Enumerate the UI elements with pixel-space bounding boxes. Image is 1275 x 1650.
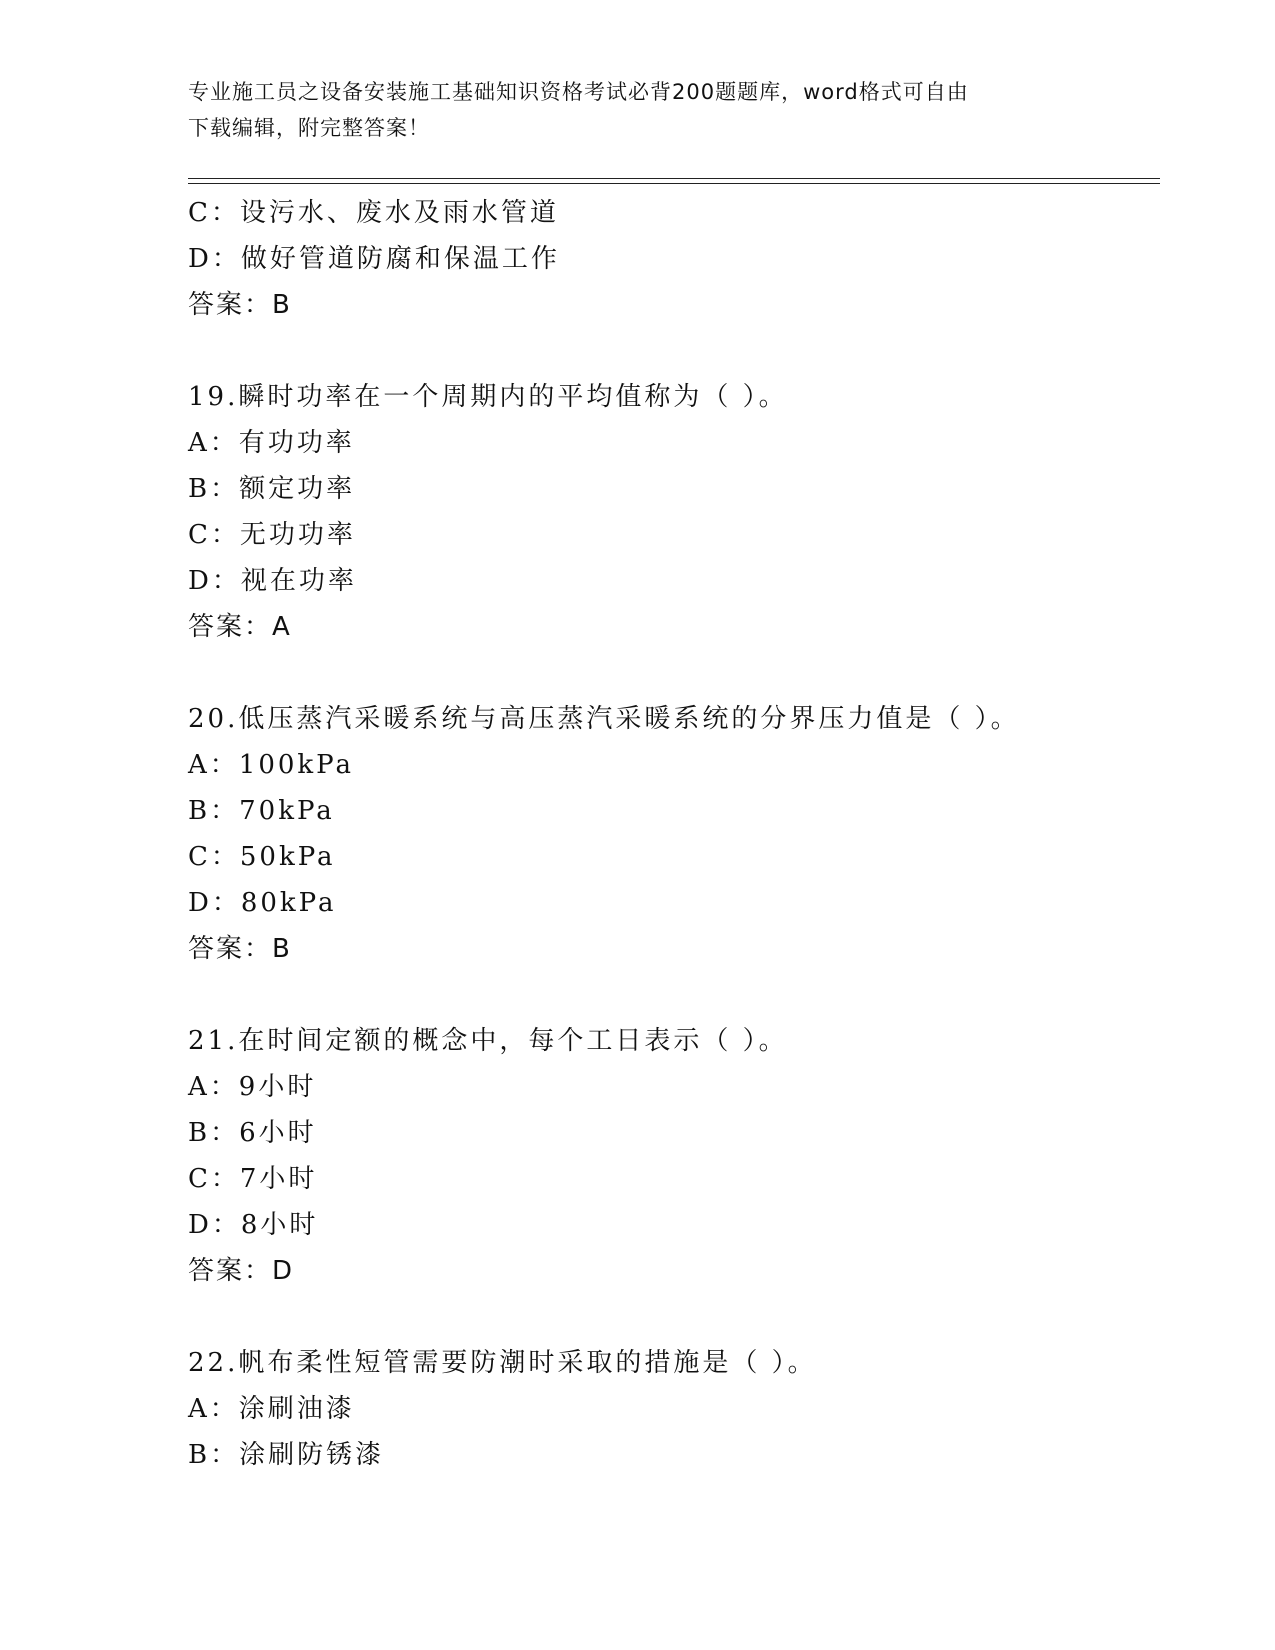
question-20-text: 20.低压蒸汽采暖系统与高压蒸汽采暖系统的分界压力值是（ ）。 bbox=[188, 704, 1020, 734]
header-divider-top bbox=[188, 178, 1160, 179]
header-divider-bottom bbox=[188, 183, 1160, 184]
question-19-option-c: C：无功功率 bbox=[188, 520, 356, 550]
question-21-option-a: A：9小时 bbox=[188, 1072, 317, 1102]
question-21-option-c: C：7小时 bbox=[188, 1164, 318, 1194]
question-21-text: 21.在时间定额的概念中，每个工日表示（ ）。 bbox=[188, 1026, 788, 1056]
question-22-text: 22.帆布柔性短管需要防潮时采取的措施是（ ）。 bbox=[188, 1348, 817, 1378]
question-20-option-c: C：50kPa bbox=[188, 842, 336, 872]
question-list bbox=[188, 190, 1160, 1478]
question-19-answer: 答案：A bbox=[188, 612, 292, 642]
spacer bbox=[188, 972, 1160, 1018]
question-19-option-a: A：有功功率 bbox=[188, 428, 355, 458]
question-20-answer: 答案：B bbox=[188, 934, 292, 964]
question-22-option-b: B：涂刷防锈漆 bbox=[188, 1440, 385, 1470]
option-d: D：做好管道防腐和保温工作 bbox=[188, 244, 560, 274]
question-20-option-b: B：70kPa bbox=[188, 796, 335, 826]
question-21-option-d: D：8小时 bbox=[188, 1210, 319, 1240]
question-20-option-d: D：80kPa bbox=[188, 888, 337, 918]
question-21-option-b: B：6小时 bbox=[188, 1118, 317, 1148]
spacer bbox=[188, 1294, 1160, 1340]
header-line-1: 专业施工员之设备安装施工基础知识资格考试必背200题题库，word格式可自由 bbox=[188, 80, 969, 104]
question-21-answer: 答案：D bbox=[188, 1256, 295, 1286]
document-header bbox=[188, 74, 1078, 146]
question-19-option-b: B：额定功率 bbox=[188, 474, 356, 504]
question-20-option-a: A：100kPa bbox=[188, 750, 354, 780]
answer-line: 答案：B bbox=[188, 290, 292, 320]
option-c: C：设污水、废水及雨水管道 bbox=[188, 198, 559, 228]
spacer bbox=[188, 328, 1160, 374]
question-19-option-d: D：视在功率 bbox=[188, 566, 357, 596]
question-22-option-a: A：涂刷油漆 bbox=[188, 1394, 355, 1424]
question-19-text: 19.瞬时功率在一个周期内的平均值称为（ ）。 bbox=[188, 382, 788, 412]
header-line-2: 下载编辑，附完整答案！ bbox=[188, 116, 430, 140]
spacer bbox=[188, 650, 1160, 696]
